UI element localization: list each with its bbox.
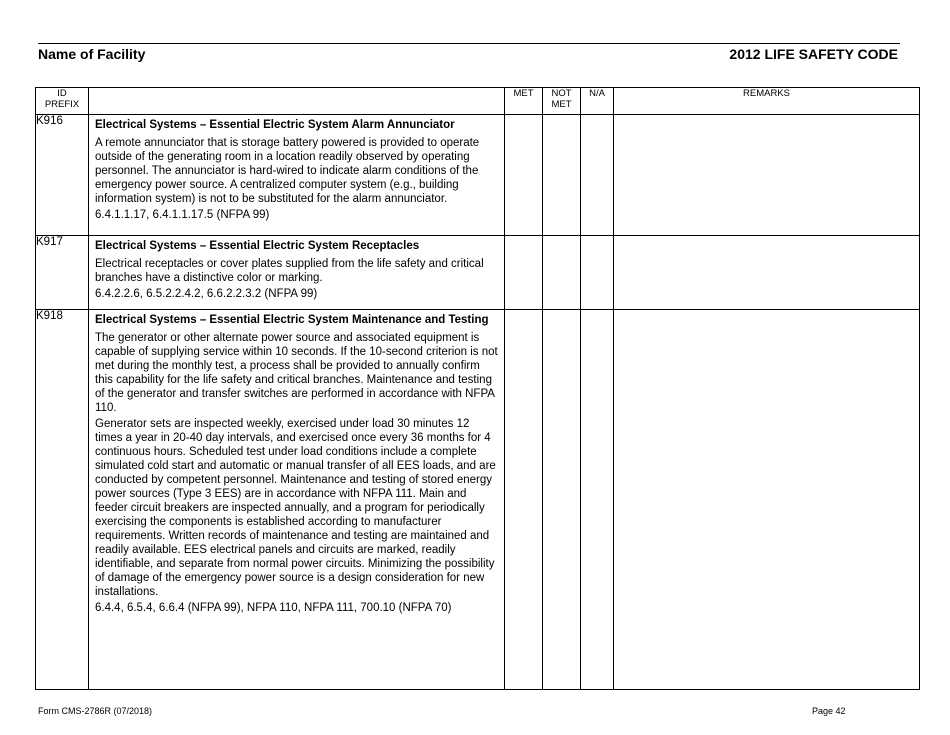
code-title: 2012 LIFE SAFETY CODE <box>729 46 898 62</box>
na-cell[interactable] <box>581 115 614 236</box>
remarks-cell[interactable] <box>614 236 920 310</box>
table-row <box>36 310 920 690</box>
row-paragraph: Generator sets are inspected weekly, exercised under load 30 minutes 12 times a year in 20-40 day intervals, and exercised once every 36 months for 4 continuous hours. Scheduled test under load conditions include a complete simulated cold start and automatic or manual transfer of all EES loads, and are conducted by competent personnel. Maintenance and testing of stored energy power sources (Type 3 EES) are in accordance with NFPA 111. Main and feeder circuit breakers are inspected annually, and a program for periodically exercising the components is established according to manufacturer requirements. Written records of maintenance and testing are maintained and readily available. EES electrical panels and circuits are marked, readily identifiable, and separate from normal power circuits. Minimizing the possibility of damage of the emergency power source is a design consideration for new installations. <box>95 418 496 598</box>
row-paragraph: A remote annunciator that is storage battery powered is provided to operate outside of the generating room in a location readily observed by operating personnel. The annunciator is hard-wired to indicate alarm conditions of the emergency power source. A centralized computer system (e.g., building information system) is not to be substituted for the alarm annunciator. <box>95 137 480 205</box>
row-reference: 6.4.4, 6.5.4, 6.6.4 (NFPA 99), NFPA 110, NFPA 111, 700.10 (NFPA 70) <box>95 602 452 614</box>
row-reference: 6.4.2.2.6, 6.5.2.2.4.2, 6.6.2.2.3.2 (NFPA 99) <box>95 288 318 300</box>
row-title: Electrical Systems – Essential Electric System Alarm Annunciator <box>95 119 455 131</box>
row-tag: K916 <box>36 115 89 236</box>
row-tag: K917 <box>36 236 89 310</box>
col-met: MET <box>505 88 543 115</box>
table-row <box>36 115 920 236</box>
met-cell[interactable] <box>505 236 543 310</box>
met-cell[interactable] <box>505 310 543 690</box>
row-title: Electrical Systems – Essential Electric System Receptacles <box>95 240 420 252</box>
page-number: Page 42 <box>812 706 846 716</box>
row-paragraph: Electrical receptacles or cover plates supplied from the life safety and critical branches have a distinctive color or marking. <box>95 258 484 284</box>
header-rule <box>38 43 900 44</box>
table-row <box>36 236 920 310</box>
col-not-met: NOT MET <box>543 88 581 115</box>
na-cell[interactable] <box>581 310 614 690</box>
form-number: Form CMS-2786R (07/2018) <box>38 706 153 716</box>
row-title: Electrical Systems – Essential Electric System Maintenance and Testing <box>95 314 489 326</box>
col-description <box>89 88 505 115</box>
col-na: N/A <box>581 88 614 115</box>
not-met-cell[interactable] <box>543 236 581 310</box>
facility-name: Name of Facility <box>38 46 146 62</box>
row-reference: 6.4.1.1.17, 6.4.1.1.17.5 (NFPA 99) <box>95 209 270 221</box>
na-cell[interactable] <box>581 236 614 310</box>
table-header-row <box>36 88 920 115</box>
remarks-cell[interactable] <box>614 310 920 690</box>
col-remarks: REMARKS <box>614 88 920 115</box>
row-paragraph: The generator or other alternate power source and associated equipment is capable of supplying service within 10 seconds. If the 10-second criterion is not met during the monthly test, a process shall be provided to annually confirm this capability for the life safety and critical branches. Maintenance and testing of the generator and transfer switches are performed in accordance with NFPA 110. <box>95 332 498 414</box>
met-cell[interactable] <box>505 115 543 236</box>
row-tag: K918 <box>36 310 89 690</box>
remarks-cell[interactable] <box>614 115 920 236</box>
checklist-table <box>35 87 920 690</box>
col-id-prefix: ID PREFIX <box>36 88 89 115</box>
not-met-cell[interactable] <box>543 115 581 236</box>
not-met-cell[interactable] <box>543 310 581 690</box>
